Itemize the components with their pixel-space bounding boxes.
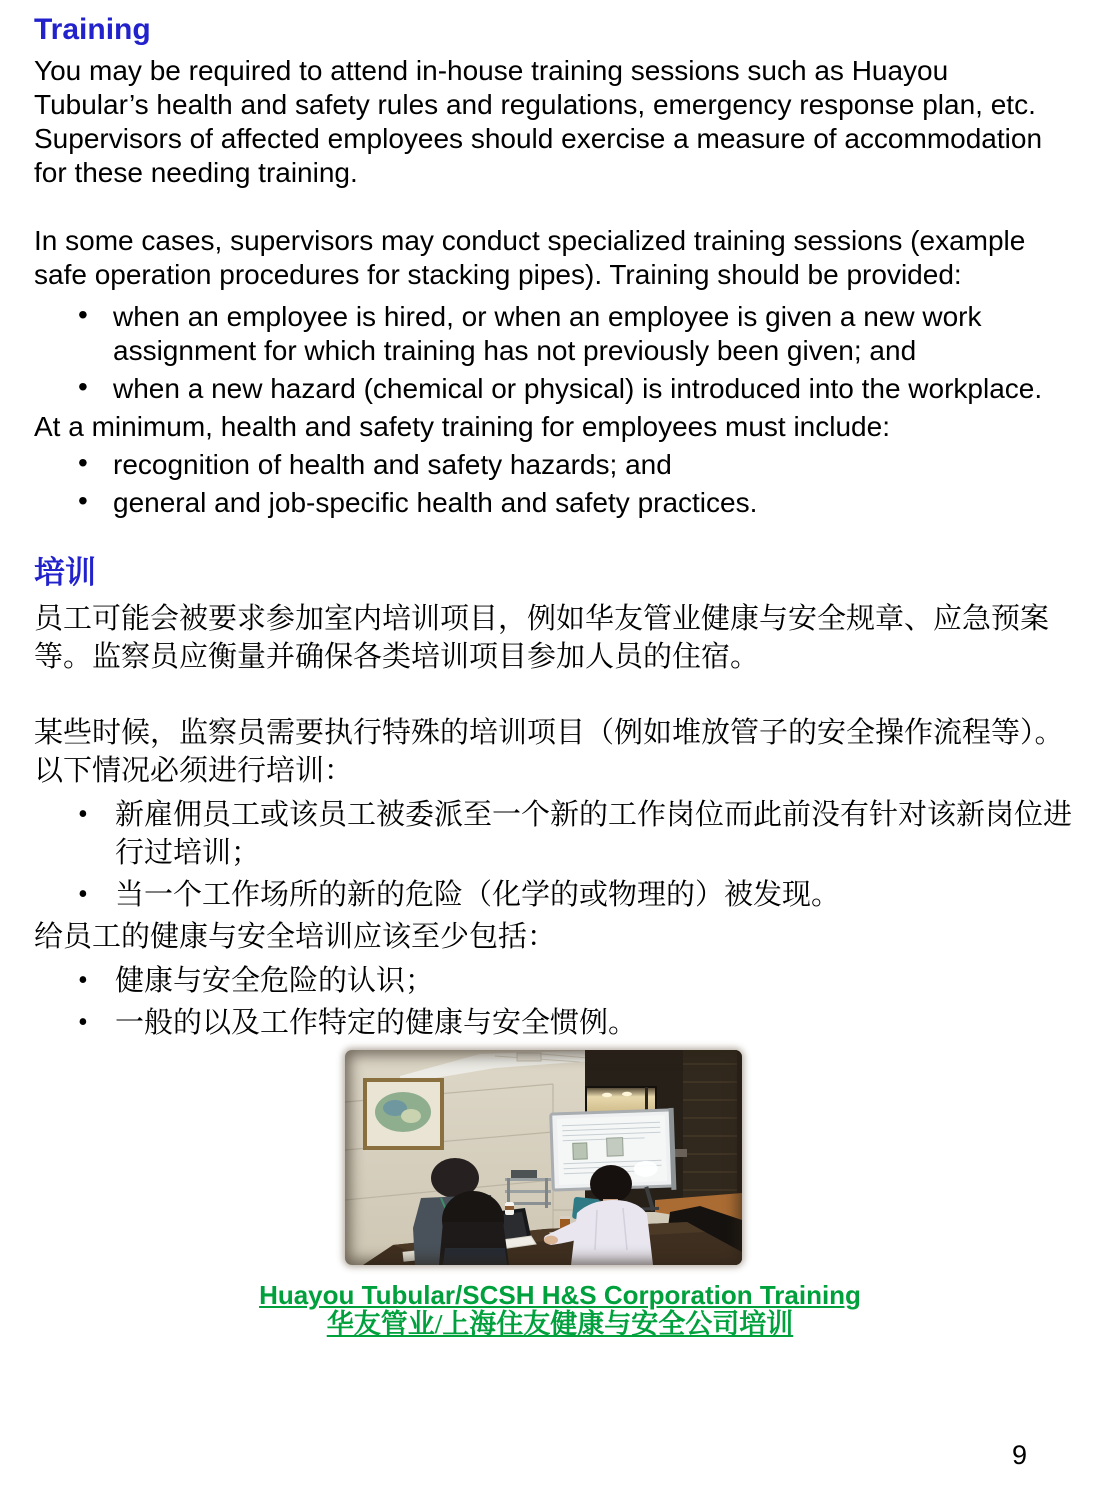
screen-thumbnail (607, 1138, 624, 1157)
english-bullet-list-2 (34, 448, 1086, 520)
list-item (34, 876, 1086, 914)
list-item-text: 当一个工作场所的新的危险（化学的或物理的）被发现。 (115, 879, 841, 911)
photo-caption-english: Huayou Tubular/SCSH H&S Corporation Training (259, 1280, 861, 1310)
list-item-text: 一般的以及工作特定的健康与安全惯例。 (115, 1007, 638, 1039)
chinese-paragraph-2: 某些时候，监察员需要执行特殊的培训项目（例如堆放管子的安全操作流程等）。以下情况必须进行培训： (34, 717, 1064, 787)
list-item-text: when an employee is hired, or when an employee is given a new work assignment for which training has not previously been given; and (113, 301, 982, 366)
list-item (34, 372, 1086, 406)
chinese-paragraph-1: 员工可能会被要求参加室内培训项目，例如华友管业健康与安全规章、应急预案等。监察员应衡量并确保各类培训项目参加人员的住宿。 (34, 603, 1050, 673)
list-item (34, 1004, 1086, 1042)
framed-picture (365, 1080, 442, 1148)
list-item (34, 448, 1086, 482)
chinese-bullet-list-1 (34, 796, 1086, 914)
bullet-icon: • (78, 965, 88, 996)
bullet-icon: • (78, 447, 88, 478)
list-item-text: recognition of health and safety hazards; and (113, 449, 672, 480)
list-item-text: general and job-specific health and safety practices. (113, 487, 758, 518)
list-item (34, 300, 1086, 368)
chinese-bullet-list-2 (34, 962, 1086, 1042)
bullet-icon: • (78, 485, 88, 516)
bullet-icon: • (78, 1007, 88, 1038)
english-bullet-list-1 (34, 300, 1086, 406)
training-room-illustration (345, 1050, 742, 1265)
page-number: 9 (1012, 1440, 1028, 1470)
chinese-minimum-line: 给员工的健康与安全培训应该至少包括： (34, 921, 557, 953)
english-paragraph-1: You may be required to attend in-house training sessions such as Huayou Tubular’s health and safety rules and regulations, emergency response plan, etc. Supervisors of affected employees should exercise a measure of accommodation for these needing training. (34, 55, 1043, 188)
list-item (34, 962, 1086, 1000)
photo-caption-chinese: 华友管业/上海住友健康与安全公司培训 (326, 1309, 794, 1339)
screen-thumbnail (573, 1143, 588, 1159)
english-minimum-line: At a minimum, health and safety training for employees must include: (34, 411, 890, 442)
list-item-text: 健康与安全危险的认识； (115, 965, 435, 997)
paragraph-spacer (34, 190, 1086, 224)
list-item-text: when a new hazard (chemical or physical) is introduced into the workplace. (113, 373, 1043, 404)
section-heading-training-zh: 培训 (34, 555, 96, 590)
list-item (34, 486, 1086, 520)
bullet-icon: • (78, 879, 88, 910)
bullet-icon: • (78, 371, 88, 402)
training-room-photo (345, 1050, 742, 1265)
section-heading-training: Training (34, 13, 151, 46)
paragraph-spacer (34, 676, 1086, 714)
door (683, 1050, 737, 1202)
bullet-icon: • (78, 299, 88, 330)
bullet-icon: • (78, 799, 88, 830)
list-item (34, 796, 1086, 872)
english-paragraph-2: In some cases, supervisors may conduct specialized training sessions (example safe operation procedures for stacking pipes). Training should be provided: (34, 225, 1026, 290)
list-item-text: 新雇佣员工或该员工被委派至一个新的工作岗位而此前没有针对该新岗位进行过培训； (115, 799, 1073, 869)
